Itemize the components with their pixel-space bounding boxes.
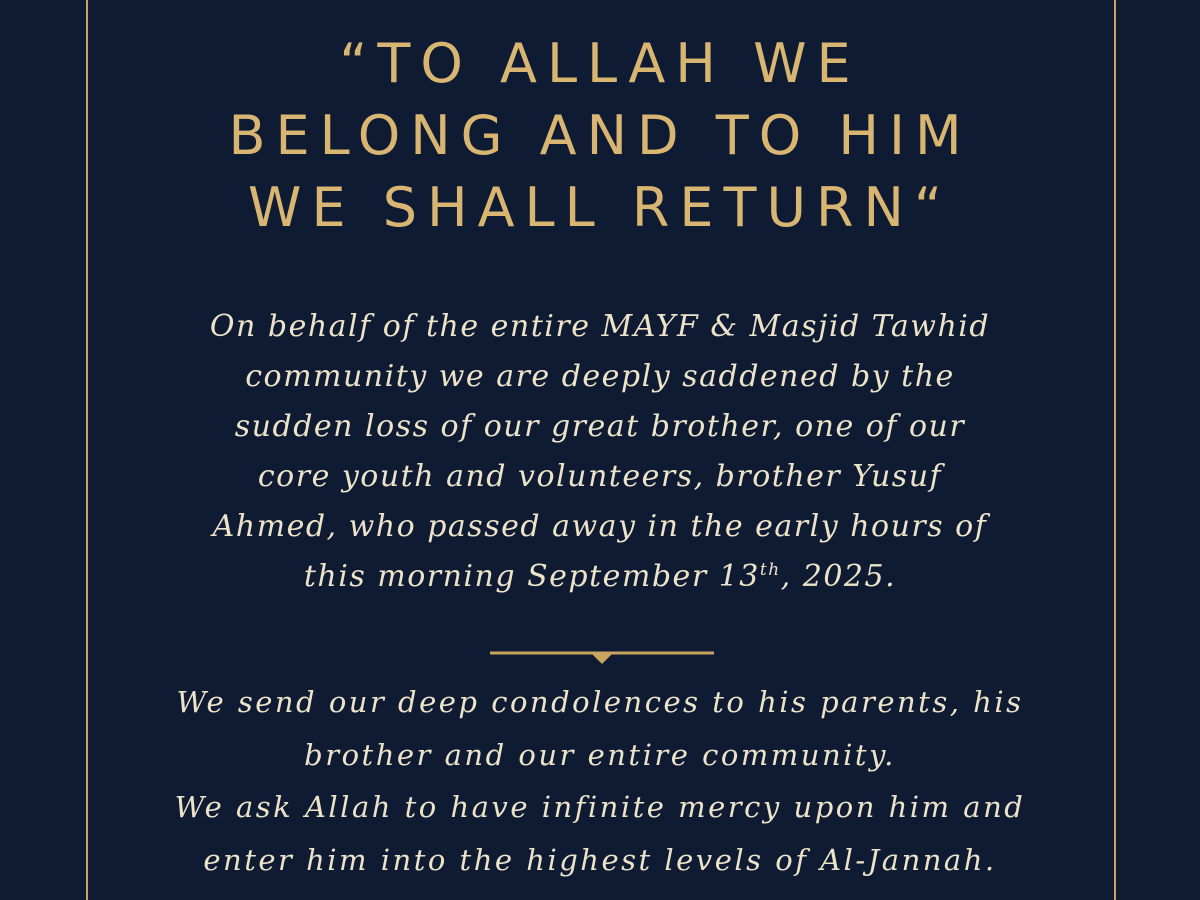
headline-line: WE SHALL RETURN“ xyxy=(248,176,952,239)
condolence-message xyxy=(100,302,1100,602)
divider-chevron xyxy=(592,654,612,664)
message-line: core youth and volunteers, brother Yusuf xyxy=(257,459,943,494)
closing-line: brother and our entire community. xyxy=(304,737,896,772)
date-text: this morning September 13 xyxy=(303,559,760,594)
message-line: On behalf of the entire MAYF & Masjid Tawhid xyxy=(209,309,991,344)
headline-line: BELONG AND TO HIM xyxy=(228,104,972,167)
date-ordinal-suffix: th xyxy=(759,560,781,580)
date-year: , 2025. xyxy=(780,559,897,594)
message-line: sudden loss of our great brother, one of our xyxy=(234,409,966,444)
message-line: Ahmed, who passed away in the early hours of xyxy=(212,509,988,544)
right-border-line xyxy=(1114,0,1116,900)
closing-line: enter him into the highest levels of Al-Jannah. xyxy=(203,842,997,877)
left-border-line xyxy=(86,0,88,900)
closing-line: We send our deep condolences to his parents, his xyxy=(176,685,1024,719)
closing-line: We ask Allah to have infinite mercy upon him and xyxy=(174,790,1026,824)
message-line-date xyxy=(100,552,1100,602)
closing-prayer xyxy=(100,676,1100,886)
headline-quote xyxy=(100,28,1100,244)
message-line: community we are deeply saddened by the xyxy=(245,359,955,394)
ornamental-divider xyxy=(490,644,714,664)
headline-line: “TO ALLAH WE xyxy=(339,32,861,95)
